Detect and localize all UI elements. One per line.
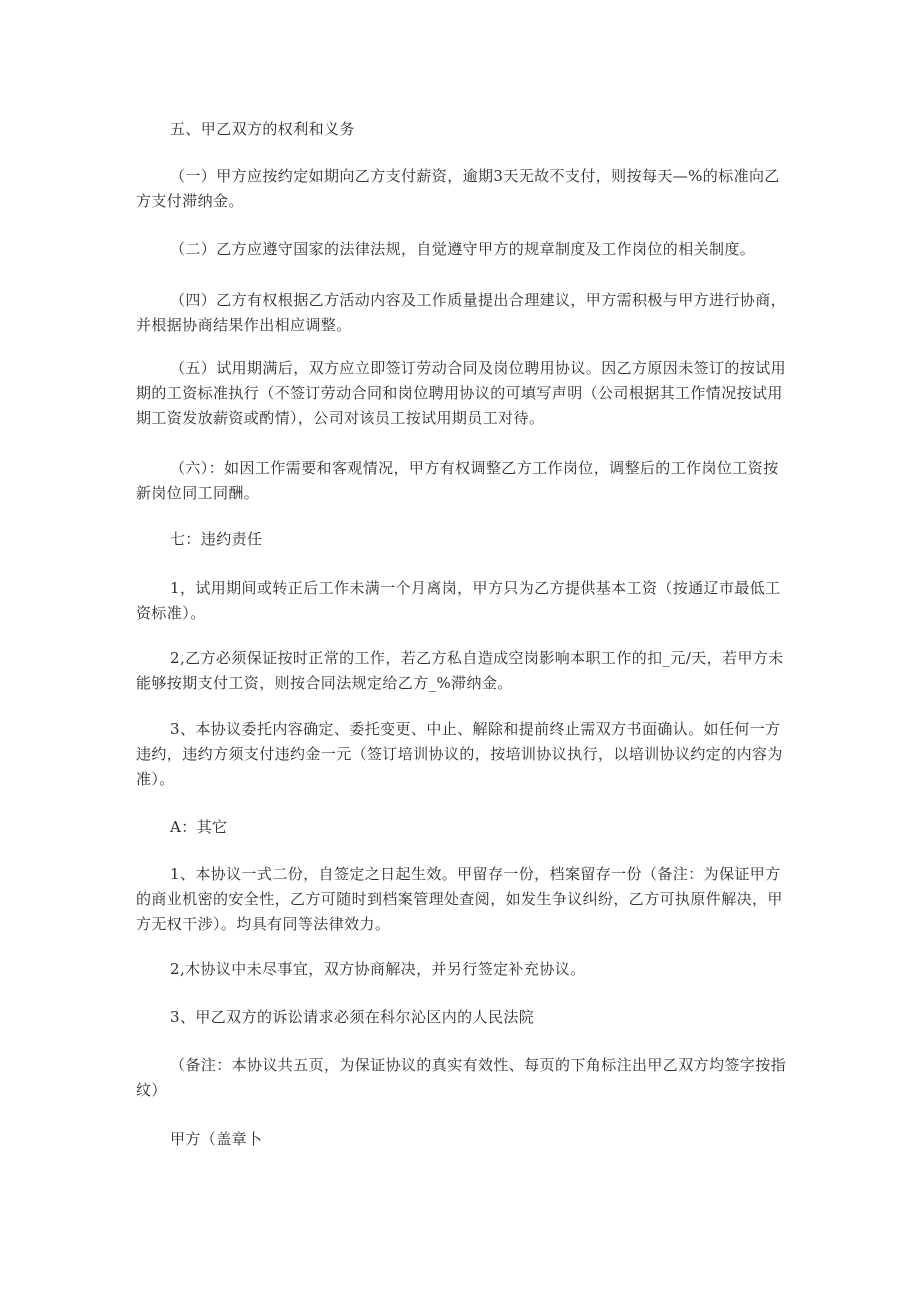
signature-party-a: 甲方（盖章卜 <box>170 1130 263 1148</box>
clause-5-6: （六）：如因工作需要和客观情况，甲方有权调整乙方工作岗位，调整后的工作岗位工资按新岗位同工同酬。 <box>136 459 779 502</box>
note: （备注：本协议共五页，为保证协议的真实有效性、每页的下角标注出甲乙双方均签字按指纹） <box>136 1056 787 1099</box>
clause-7-2: 2,乙方必须保证按时正常的工作，若乙方私自造成空岗影响本职工作的扣_元/天，若甲方未能够按期支付工资，则按合同法规定给乙方_%滞纳金。 <box>136 649 784 692</box>
section-7-heading: 七：违约责任 <box>170 530 263 548</box>
clause-8-2: 2,木协议中未尽事宜，双方协商解决，并另行签定补充协议。 <box>170 960 586 978</box>
clause-5-5: （五）试用期满后，双方应立即签订劳动合同及岗位聘用协议。因乙方原因未签订的按试用期的工资标准执行（不签订劳动合同和岗位聘用协议的可填写声明（公司根据其工作情况按试用期工资发放薪资或酌情），公司对该员工按试用期员工对待。 <box>136 359 787 427</box>
section-5-heading: 五、甲乙双方的权利和义务 <box>170 120 355 138</box>
clause-5-2: （二）乙方应遵守国家的法律法规，自觉遵守甲方的规章制度及工作岗位的相关制度。 <box>170 240 756 258</box>
clause-7-3: 3、本协议委托内容确定、委托变更、中止、解除和提前终止需双方书面确认。如任何一方违约，违约方须支付违约金一元（签订培训协议的，按培训协议执行，以培训协议约定的内容为准）。 <box>136 720 783 788</box>
clause-5-1: （一）甲方应按约定如期向乙方支付薪资，逾期3天无故不支付，则按每天—%的标准向乙方支付滞纳金。 <box>136 167 780 210</box>
section-8-heading: A：其它 <box>170 818 228 836</box>
clause-7-1: 1，试用期间或转正后工作未满一个月离岗，甲方只为乙方提供基本工资（按通辽市最低工资标准）。 <box>136 579 781 622</box>
clause-8-3: 3、甲乙双方的诉讼请求必须在科尔沁区内的人民法院 <box>170 1008 535 1026</box>
clause-8-1: 1、本协议一式二份，自签定之日起生效。甲留存一份，档案留存一份（备注：为保证甲方的商业机密的安全性，乙方可随时到档案管理处查阅，如发生争议纠纷，乙方可执原件解决，甲方无权干涉）。均具有同等法律效力。 <box>136 865 783 933</box>
clause-5-4: （四）乙方有权根据乙方活动内容及工作质量提出合理建议，甲方需积极与甲方进行协商，并根据协商结果作出相应调整。 <box>136 291 787 334</box>
